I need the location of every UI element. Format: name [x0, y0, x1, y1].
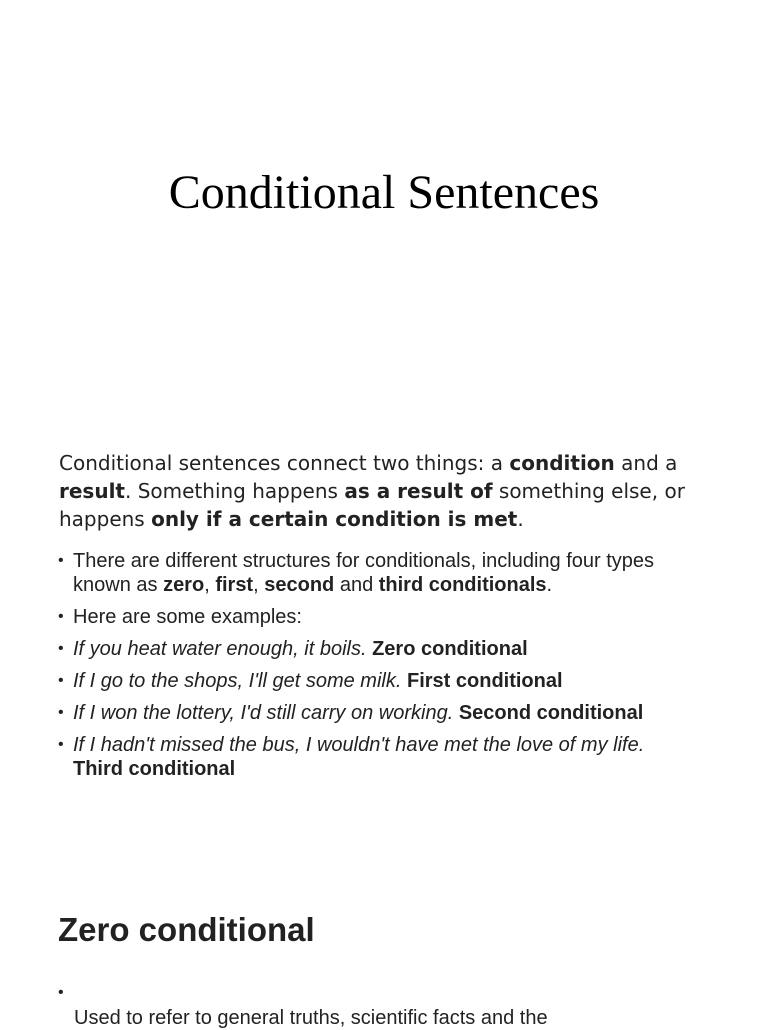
bullet-text: . [546, 574, 553, 596]
bullet-bold: third conditionals [378, 574, 547, 596]
bullet-icon: • [58, 704, 64, 721]
bullet-text: Here are some examples: [73, 606, 302, 628]
bullet-icon: • [58, 984, 64, 1001]
list-item [58, 733, 698, 781]
intro-text: Conditional sentences connect two things: a [59, 451, 510, 475]
bullet-icon: • [58, 608, 64, 625]
intro-bold: condition [509, 451, 615, 475]
bullet-text: , [204, 574, 216, 596]
list-item [58, 669, 698, 693]
list-item [58, 701, 698, 725]
intro-bold: result [59, 479, 125, 503]
list-item [58, 637, 698, 661]
section-heading: Zero conditional [58, 911, 315, 948]
example-sentence: If I go to the shops, I'll get some milk. [73, 670, 402, 692]
example-sentence: If I won the lottery, I'd still carry on working. [73, 702, 454, 724]
example-sentence: If I hadn't missed the bus, I wouldn't have met the love of my life. [73, 734, 645, 756]
bullet-icon: • [58, 552, 64, 569]
bullet-text: and [334, 574, 379, 596]
intro-bold: as a result of [344, 479, 493, 503]
bullet-text: , [253, 574, 265, 596]
list-item [58, 605, 698, 629]
intro-text: . [517, 507, 524, 531]
intro-paragraph [59, 449, 719, 533]
conditional-type: First conditional [406, 670, 563, 692]
intro-text: and a [614, 451, 678, 475]
bullet-icon: • [58, 672, 64, 689]
slide-title: Conditional Sentences [168, 166, 600, 219]
conditional-type: Third conditional [73, 758, 236, 780]
bullet-list [58, 549, 698, 789]
bullet-bold: zero [163, 574, 205, 596]
conditional-type: Zero conditional [372, 638, 528, 660]
example-sentence: If you heat water enough, it boils. [73, 638, 367, 660]
section-bullet-text: Used to refer to general truths, scientific facts and the [74, 1007, 548, 1029]
intro-text: something else, or happens [59, 479, 685, 531]
bullet-icon: • [58, 736, 64, 753]
bullet-bold: second [264, 574, 335, 596]
conditional-type: Second conditional [458, 702, 644, 724]
bullet-text: There are different structures for conditionals, including four types known as [73, 550, 655, 596]
bullet-icon: • [58, 640, 64, 657]
list-item [58, 549, 698, 597]
intro-bold: only if a certain condition is met [151, 507, 518, 531]
intro-text: . Something happens [125, 479, 345, 503]
bullet-bold: first [215, 574, 254, 596]
